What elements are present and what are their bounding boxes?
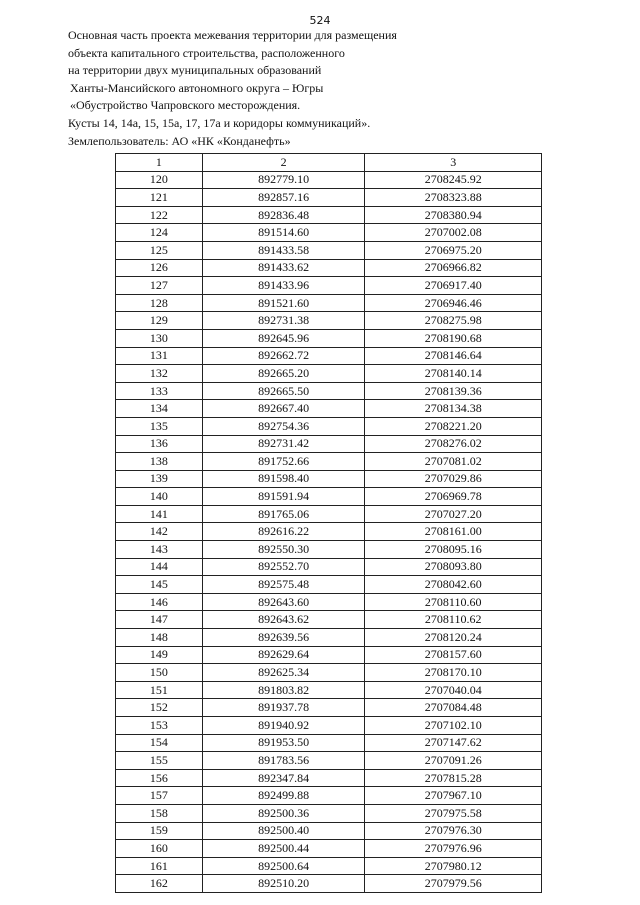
- point-number-cell: 146: [116, 593, 203, 611]
- table-row: [116, 365, 542, 383]
- y-coordinate-cell: 2707084.48: [365, 699, 542, 717]
- x-coordinate-cell: 891803.82: [202, 681, 365, 699]
- point-number-cell: 147: [116, 611, 203, 629]
- point-number-cell: 157: [116, 787, 203, 805]
- point-number-cell: 134: [116, 400, 203, 418]
- point-number-cell: 159: [116, 822, 203, 840]
- column-header: 2: [202, 154, 365, 172]
- point-number-cell: 148: [116, 629, 203, 647]
- y-coordinate-cell: 2708120.24: [365, 629, 542, 647]
- point-number-cell: 138: [116, 453, 203, 471]
- table-row: [116, 769, 542, 787]
- point-number-cell: 139: [116, 470, 203, 488]
- y-coordinate-cell: 2707976.96: [365, 840, 542, 858]
- table-row: [116, 294, 542, 312]
- y-coordinate-cell: 2707980.12: [365, 857, 542, 875]
- y-coordinate-cell: 2708146.64: [365, 347, 542, 365]
- x-coordinate-cell: 892500.40: [202, 822, 365, 840]
- point-number-cell: 140: [116, 488, 203, 506]
- table-row: [116, 312, 542, 330]
- x-coordinate-cell: 892575.48: [202, 576, 365, 594]
- point-number-cell: 155: [116, 752, 203, 770]
- y-coordinate-cell: 2707815.28: [365, 769, 542, 787]
- y-coordinate-cell: 2708380.94: [365, 206, 542, 224]
- x-coordinate-cell: 891514.60: [202, 224, 365, 242]
- table-row: [116, 611, 542, 629]
- y-coordinate-cell: 2707081.02: [365, 453, 542, 471]
- table-row: [116, 277, 542, 295]
- y-coordinate-cell: 2708042.60: [365, 576, 542, 594]
- table-row: [116, 646, 542, 664]
- x-coordinate-cell: 891937.78: [202, 699, 365, 717]
- x-coordinate-cell: 891598.40: [202, 470, 365, 488]
- x-coordinate-cell: 891940.92: [202, 717, 365, 735]
- table-row: [116, 417, 542, 435]
- table-row: [116, 453, 542, 471]
- x-coordinate-cell: 892500.36: [202, 804, 365, 822]
- table-row: [116, 822, 542, 840]
- table-row: [116, 576, 542, 594]
- y-coordinate-cell: 2706969.78: [365, 488, 542, 506]
- x-coordinate-cell: 892857.16: [202, 189, 365, 207]
- point-number-cell: 153: [116, 717, 203, 735]
- table-row: [116, 787, 542, 805]
- table-row: [116, 717, 542, 735]
- table-row: [116, 664, 542, 682]
- table-row: [116, 875, 542, 893]
- header-line: Кусты 14, 14а, 15, 15а, 17, 17а и коридоры коммуникаций».: [68, 115, 371, 130]
- y-coordinate-cell: 2707102.10: [365, 717, 542, 735]
- x-coordinate-cell: 892347.84: [202, 769, 365, 787]
- x-coordinate-cell: 892643.60: [202, 593, 365, 611]
- point-number-cell: 130: [116, 329, 203, 347]
- table-row: [116, 400, 542, 418]
- table-row: [116, 699, 542, 717]
- point-number-cell: 152: [116, 699, 203, 717]
- point-number-cell: 125: [116, 241, 203, 259]
- table-row: [116, 857, 542, 875]
- y-coordinate-cell: 2708161.00: [365, 523, 542, 541]
- point-number-cell: 143: [116, 541, 203, 559]
- point-number-cell: 151: [116, 681, 203, 699]
- point-number-cell: 132: [116, 365, 203, 383]
- y-coordinate-cell: 2708157.60: [365, 646, 542, 664]
- table-row: [116, 541, 542, 559]
- point-number-cell: 160: [116, 840, 203, 858]
- table-row: [116, 171, 542, 189]
- x-coordinate-cell: 892731.42: [202, 435, 365, 453]
- point-number-cell: 131: [116, 347, 203, 365]
- y-coordinate-cell: 2707975.58: [365, 804, 542, 822]
- y-coordinate-cell: 2707029.86: [365, 470, 542, 488]
- table-row: [116, 558, 542, 576]
- point-number-cell: 162: [116, 875, 203, 893]
- point-number-cell: 122: [116, 206, 203, 224]
- y-coordinate-cell: 2706917.40: [365, 277, 542, 295]
- point-number-cell: 161: [116, 857, 203, 875]
- table-row: [116, 347, 542, 365]
- y-coordinate-cell: 2708095.16: [365, 541, 542, 559]
- point-number-cell: 129: [116, 312, 203, 330]
- y-coordinate-cell: 2708245.92: [365, 171, 542, 189]
- point-number-cell: 149: [116, 646, 203, 664]
- x-coordinate-cell: 892500.44: [202, 840, 365, 858]
- header-line: на территории двух муниципальных образований: [68, 63, 322, 78]
- header-line: Землепользователь: АО «НК «Конданефть»: [68, 133, 291, 148]
- x-coordinate-cell: 892779.10: [202, 171, 365, 189]
- y-coordinate-cell: 2708093.80: [365, 558, 542, 576]
- coordinates-table: [115, 153, 542, 893]
- y-coordinate-cell: 2708323.88: [365, 189, 542, 207]
- table-row: [116, 523, 542, 541]
- x-coordinate-cell: 892510.20: [202, 875, 365, 893]
- table-row: [116, 734, 542, 752]
- x-coordinate-cell: 891752.66: [202, 453, 365, 471]
- point-number-cell: 144: [116, 558, 203, 576]
- table-row: [116, 804, 542, 822]
- x-coordinate-cell: 891765.06: [202, 505, 365, 523]
- header-line: объекта капитального строительства, расположенного: [68, 45, 345, 60]
- point-number-cell: 158: [116, 804, 203, 822]
- y-coordinate-cell: 2707091.26: [365, 752, 542, 770]
- table-row: [116, 329, 542, 347]
- x-coordinate-cell: 891783.56: [202, 752, 365, 770]
- point-number-cell: 154: [116, 734, 203, 752]
- page-number: 524: [309, 14, 331, 27]
- x-coordinate-cell: 892639.56: [202, 629, 365, 647]
- header-line: Основная часть проекта межевания территории для размещения: [68, 28, 397, 42]
- x-coordinate-cell: 892645.96: [202, 329, 365, 347]
- x-coordinate-cell: 892500.64: [202, 857, 365, 875]
- x-coordinate-cell: 891433.96: [202, 277, 365, 295]
- point-number-cell: 124: [116, 224, 203, 242]
- point-number-cell: 145: [116, 576, 203, 594]
- point-number-cell: 141: [116, 505, 203, 523]
- table-row: [116, 681, 542, 699]
- y-coordinate-cell: 2706946.46: [365, 294, 542, 312]
- x-coordinate-cell: 892552.70: [202, 558, 365, 576]
- x-coordinate-cell: 891521.60: [202, 294, 365, 312]
- table-row: [116, 593, 542, 611]
- point-number-cell: 127: [116, 277, 203, 295]
- y-coordinate-cell: 2707027.20: [365, 505, 542, 523]
- y-coordinate-cell: 2708110.60: [365, 593, 542, 611]
- point-number-cell: 136: [116, 435, 203, 453]
- header-line: «Обустройство Чапровского месторождения.: [70, 98, 301, 113]
- table-row: [116, 488, 542, 506]
- y-coordinate-cell: 2708140.14: [365, 365, 542, 383]
- x-coordinate-cell: 892629.64: [202, 646, 365, 664]
- y-coordinate-cell: 2707040.04: [365, 681, 542, 699]
- x-coordinate-cell: 892665.50: [202, 382, 365, 400]
- table-row: [116, 435, 542, 453]
- table-body: [116, 154, 542, 893]
- point-number-cell: 142: [116, 523, 203, 541]
- table-header-row: [116, 154, 542, 172]
- x-coordinate-cell: 892665.20: [202, 365, 365, 383]
- header-line: Ханты-Мансийского автономного округа – Югры: [70, 80, 324, 95]
- table-row: [116, 241, 542, 259]
- point-number-cell: 150: [116, 664, 203, 682]
- table-row: [116, 206, 542, 224]
- table-row: [116, 629, 542, 647]
- point-number-cell: 126: [116, 259, 203, 277]
- y-coordinate-cell: 2706966.82: [365, 259, 542, 277]
- table-row: [116, 505, 542, 523]
- table-row: [116, 382, 542, 400]
- document-header: [68, 27, 548, 150]
- y-coordinate-cell: 2707979.56: [365, 875, 542, 893]
- y-coordinate-cell: 2708221.20: [365, 417, 542, 435]
- table-row: [116, 259, 542, 277]
- y-coordinate-cell: 2708275.98: [365, 312, 542, 330]
- y-coordinate-cell: 2708276.02: [365, 435, 542, 453]
- y-coordinate-cell: 2707002.08: [365, 224, 542, 242]
- x-coordinate-cell: 892662.72: [202, 347, 365, 365]
- table-row: [116, 752, 542, 770]
- x-coordinate-cell: 892625.34: [202, 664, 365, 682]
- y-coordinate-cell: 2707967.10: [365, 787, 542, 805]
- x-coordinate-cell: 892731.38: [202, 312, 365, 330]
- x-coordinate-cell: 892616.22: [202, 523, 365, 541]
- x-coordinate-cell: 892667.40: [202, 400, 365, 418]
- point-number-cell: 121: [116, 189, 203, 207]
- table-row: [116, 840, 542, 858]
- point-number-cell: 120: [116, 171, 203, 189]
- point-number-cell: 133: [116, 382, 203, 400]
- x-coordinate-cell: 892836.48: [202, 206, 365, 224]
- x-coordinate-cell: 891433.58: [202, 241, 365, 259]
- x-coordinate-cell: 891433.62: [202, 259, 365, 277]
- y-coordinate-cell: 2707976.30: [365, 822, 542, 840]
- x-coordinate-cell: 891591.94: [202, 488, 365, 506]
- point-number-cell: 156: [116, 769, 203, 787]
- x-coordinate-cell: 892754.36: [202, 417, 365, 435]
- y-coordinate-cell: 2708134.38: [365, 400, 542, 418]
- x-coordinate-cell: 892550.30: [202, 541, 365, 559]
- point-number-cell: 135: [116, 417, 203, 435]
- column-header: 3: [365, 154, 542, 172]
- table-row: [116, 224, 542, 242]
- y-coordinate-cell: 2707147.62: [365, 734, 542, 752]
- x-coordinate-cell: 891953.50: [202, 734, 365, 752]
- x-coordinate-cell: 892643.62: [202, 611, 365, 629]
- y-coordinate-cell: 2708190.68: [365, 329, 542, 347]
- table-row: [116, 470, 542, 488]
- x-coordinate-cell: 892499.88: [202, 787, 365, 805]
- point-number-cell: 128: [116, 294, 203, 312]
- column-header: 1: [116, 154, 203, 172]
- y-coordinate-cell: 2706975.20: [365, 241, 542, 259]
- table-row: [116, 189, 542, 207]
- y-coordinate-cell: 2708139.36: [365, 382, 542, 400]
- y-coordinate-cell: 2708110.62: [365, 611, 542, 629]
- y-coordinate-cell: 2708170.10: [365, 664, 542, 682]
